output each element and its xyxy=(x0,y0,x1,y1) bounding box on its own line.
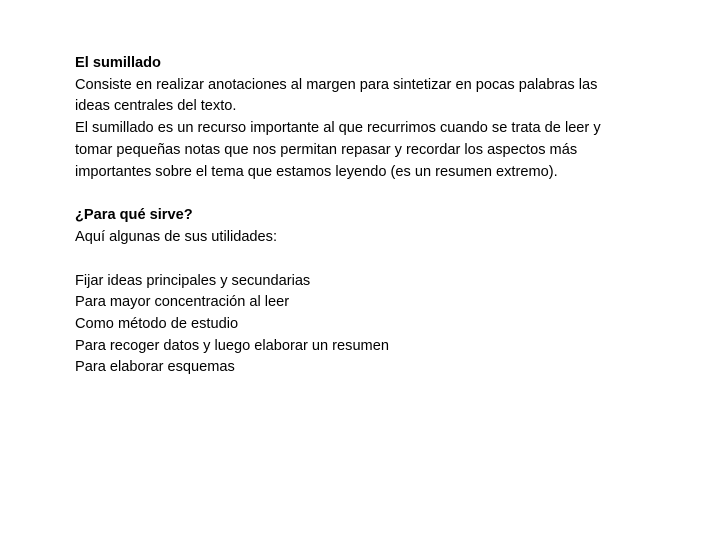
utilities-intro: Aquí algunas de sus utilidades: xyxy=(75,228,278,245)
list-item: Para recoger datos y luego elaborar un resumen xyxy=(75,337,389,354)
section-title-sumillado: El sumillado xyxy=(75,55,161,71)
description-text: El sumillado es un recurso importante al que recurrimos cuando se trata de leer y tomar pequeñas notas que nos permitan repasar y recordar los aspectos más importantes sobre el tema que estamos leyendo (es un resumen extremo). xyxy=(75,120,601,180)
definition-text: Consiste en realizar anotaciones al margen para sintetizar en pocas palabras las ideas centrales del texto. xyxy=(75,76,598,115)
list-item: Para mayor concentración al leer xyxy=(75,294,290,311)
list-item: Fijar ideas principales y secundarias xyxy=(75,272,311,289)
list-item: Como método de estudio xyxy=(75,316,239,333)
utilities-list xyxy=(75,271,635,380)
section-title-para-que-sirve: ¿Para qué sirve? xyxy=(75,207,193,224)
spacer xyxy=(75,249,635,271)
list-item: Para elaborar esquemas xyxy=(75,359,235,376)
spacer xyxy=(75,183,635,205)
slide-content xyxy=(75,53,635,379)
